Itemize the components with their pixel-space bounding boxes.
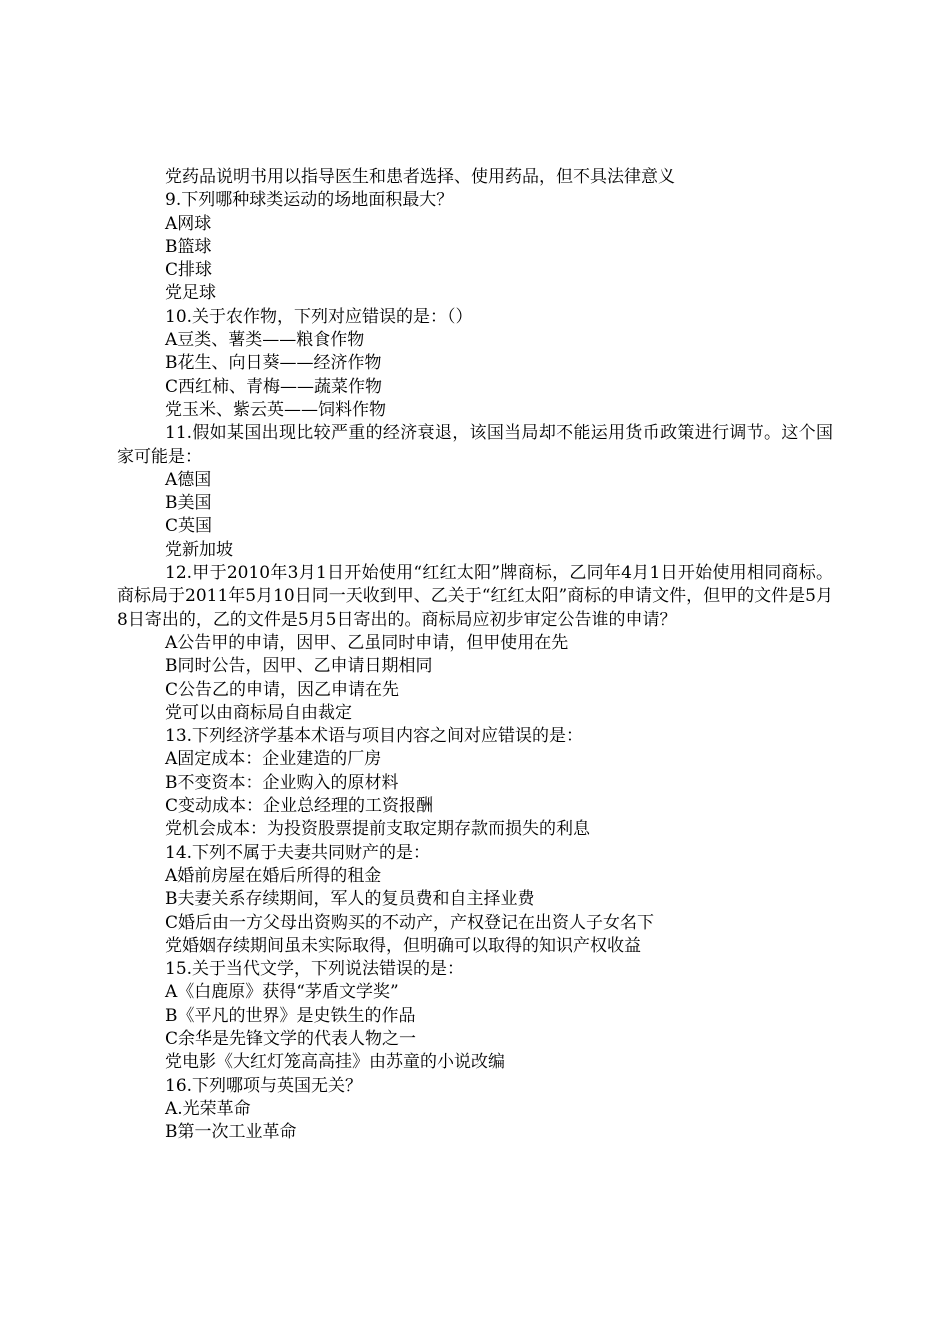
text-line: 党药品说明书用以指导医生和患者选择、使用药品，但不具法律意义 (165, 167, 675, 187)
text-line: 党婚姻存续期间虽未实际取得，但明确可以取得的知识产权收益 (165, 935, 641, 956)
text-line: A德国 (165, 469, 212, 490)
text-line: B《平凡的世界》是史铁生的作品 (165, 1005, 416, 1026)
text-line: A公告甲的申请，因甲、乙虽同时申请，但甲使用在先 (165, 632, 569, 653)
text-line: A固定成本：企业建造的厂房 (165, 749, 382, 770)
text-line: 14.下列不属于夫妻共同财产的是： (165, 842, 431, 863)
text-line: B不变资本：企业购入的原材料 (165, 772, 399, 793)
text-line: 党足球 (165, 283, 216, 304)
text-line: 党玉米、紫云英——饲料作物 (165, 399, 386, 420)
text-line: B第一次工业革命 (165, 1122, 297, 1143)
document-body (117, 166, 833, 1144)
text-line: 9.下列哪种球类运动的场地面积最大？ (165, 190, 454, 211)
text-line: A婚前房屋在婚后所得的租金 (165, 865, 382, 886)
text-line: C变动成本：企业总经理的工资报酬 (165, 796, 434, 817)
text-line: C英国 (165, 516, 213, 537)
text-line: B美国 (165, 493, 212, 514)
text-line: C余华是先锋文学的代表人物之一 (165, 1028, 417, 1049)
text-line: 党新加坡 (165, 539, 233, 560)
text-line: A网球 (165, 213, 212, 234)
text-line: C排球 (165, 260, 213, 281)
text-line: B篮球 (165, 236, 212, 257)
text-line: 10.关于农作物，下列对应错误的是：（） (165, 306, 473, 327)
text-line: A.光荣革命 (165, 1098, 251, 1119)
question-paragraph: 12.甲于2010年3月1日开始使用“红红太阳”牌商标，乙同年4月1日开始使用相同商标。商标局于2011年5月10日同一天收到甲、乙关于“红红太阳”商标的申请文件，但甲的文件是5月8日寄出的，乙的文件是5月5日寄出的。商标局应初步审定公告谁的申请？ (117, 563, 833, 630)
text-line: A《白鹿原》获得“茅盾文学奖” (165, 982, 399, 1003)
text-line: C西红柿、青梅——蔬菜作物 (165, 376, 383, 397)
text-line: C公告乙的申请，因乙申请在先 (165, 679, 400, 700)
text-line: 党机会成本：为投资股票提前支取定期存款而损失的利息 (165, 819, 590, 840)
text-line: B花生、向日葵——经济作物 (165, 353, 382, 374)
text-line: 15.关于当代文学，下列说法错误的是： (165, 959, 465, 980)
text-line: B同时公告，因甲、乙申请日期相同 (165, 656, 433, 677)
text-line: 16.下列哪项与英国无关？ (165, 1075, 363, 1096)
question-paragraph: 11.假如某国出现比较严重的经济衰退，该国当局却不能运用货币政策进行调节。这个国家可能是： (117, 423, 833, 467)
text-line: A豆类、薯类——粮食作物 (165, 330, 365, 351)
text-line: B夫妻关系存续期间，军人的复员费和自主择业费 (165, 889, 535, 910)
text-line: 党可以由商标局自由裁定 (165, 702, 352, 723)
text-line: 党电影《大红灯笼高高挂》由苏童的小说改编 (165, 1052, 505, 1073)
text-line: 13.下列经济学基本术语与项目内容之间对应错误的是： (165, 726, 584, 747)
text-line: C婚后由一方父母出资购买的不动产，产权登记在出资人子女名下 (165, 912, 655, 933)
